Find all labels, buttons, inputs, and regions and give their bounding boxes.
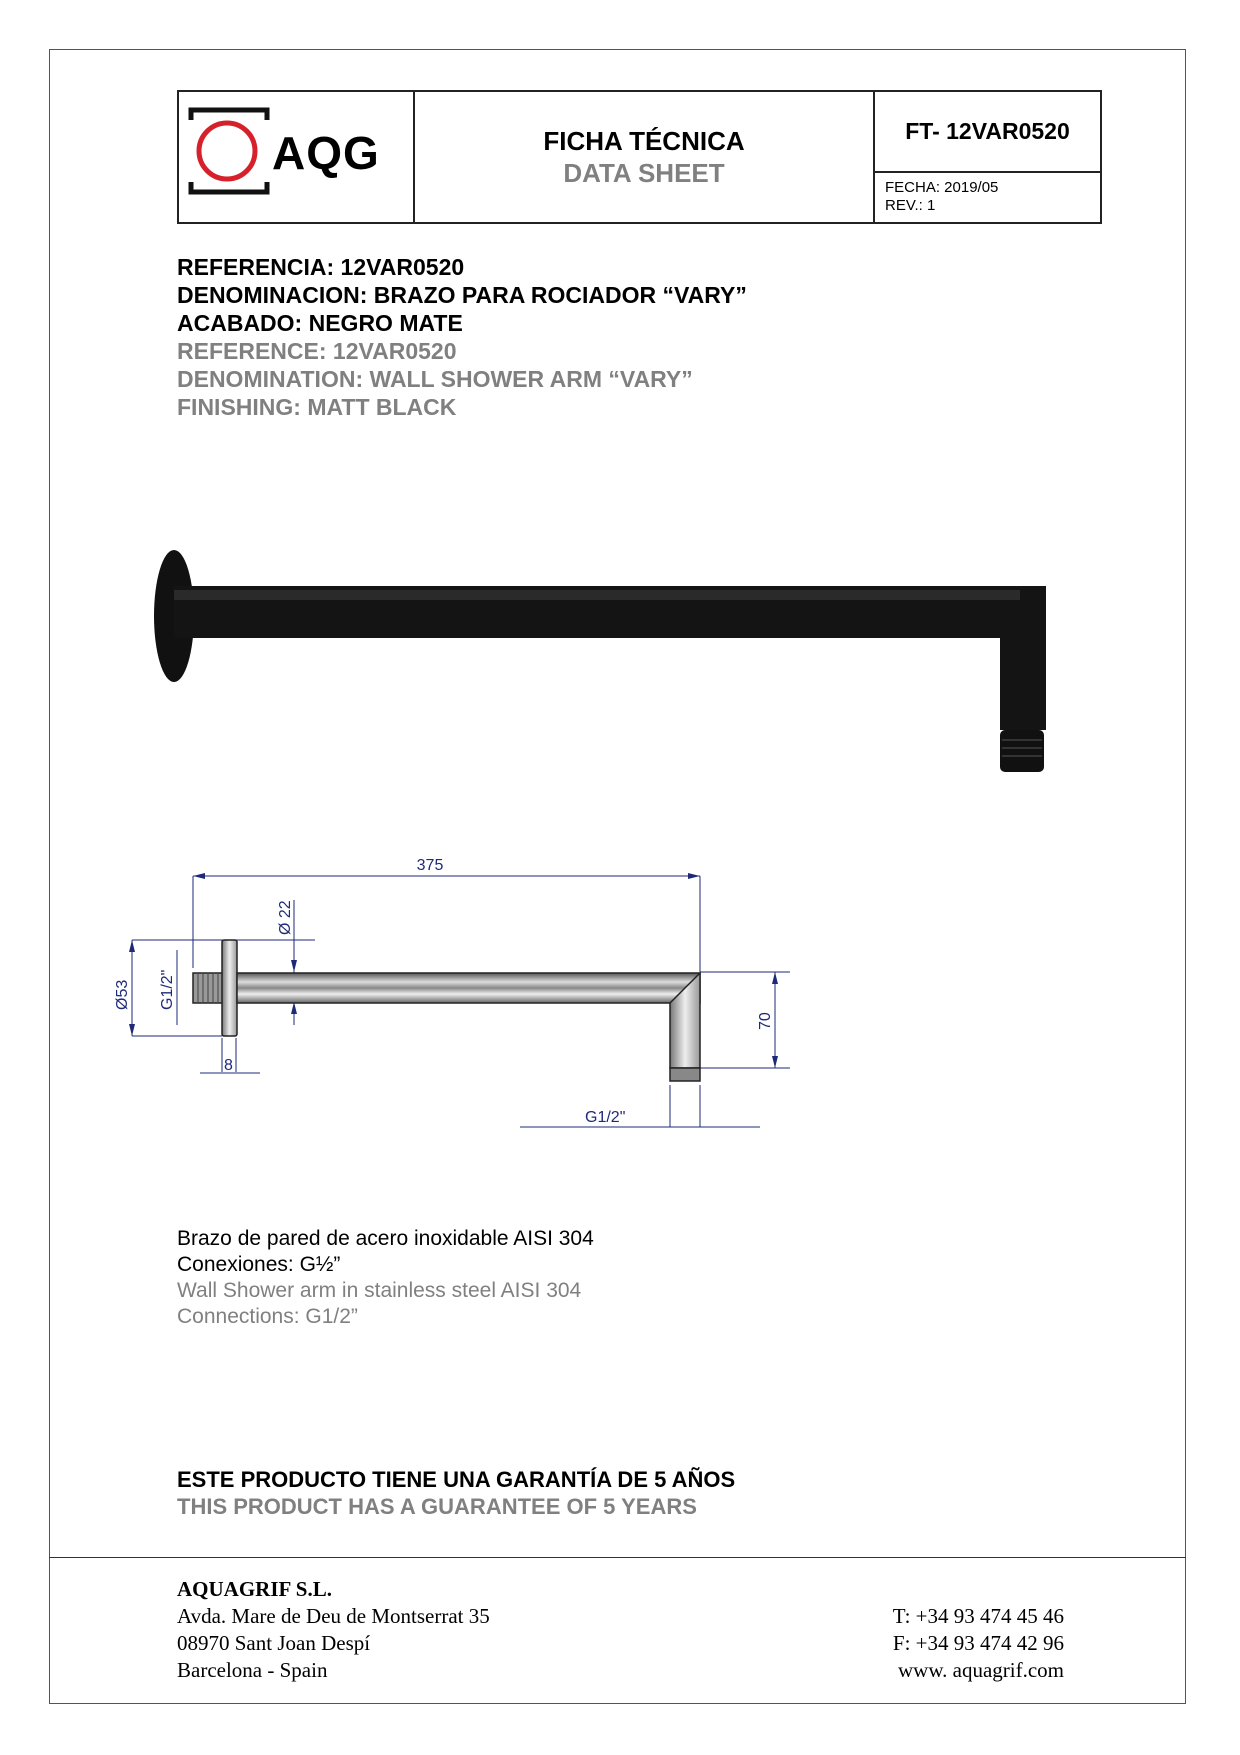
meta-cell [875, 92, 1100, 222]
footer-divider [49, 1557, 1186, 1558]
description-es-connections: Conexiones: G½” [177, 1253, 341, 1276]
reference-en: REFERENCE: 12VAR0520 [177, 338, 457, 364]
address-street: Avda. Mare de Deu de Montserrat 35 [177, 1604, 490, 1628]
dim-drop-height: 70 [757, 1012, 774, 1030]
description-en-connections: Connections: G1/2” [177, 1305, 358, 1328]
title-en: DATA SHEET [563, 158, 725, 188]
fax: F: +34 93 474 42 96 [892, 1631, 1064, 1655]
description-en-material: Wall Shower arm in stainless steel AISI 304 [177, 1279, 582, 1302]
product-photo [140, 530, 1060, 780]
doc-meta [875, 173, 1100, 222]
dim-wall-thread: G1/2" [159, 969, 176, 1010]
logo-text: AQG [272, 127, 380, 179]
dim-flange-diameter: Ø53 [114, 979, 131, 1010]
company-name: AQUAGRIF S.L. [177, 1577, 332, 1601]
title-es: FICHA TÉCNICA [543, 126, 745, 156]
guarantee-es: ESTE PRODUCTO TIENE UNA GARANTÍA DE 5 AÑOS [177, 1467, 736, 1492]
guarantee [177, 1466, 735, 1520]
denomination-es: DENOMINACION: BRAZO PARA ROCIADOR “VARY” [177, 282, 747, 308]
finishing-en: FINISHING: MATT BLACK [177, 394, 457, 420]
doc-revision: REV.: 1 [885, 197, 936, 214]
description-es-material: Brazo de pared de acero inoxidable AISI 304 [177, 1227, 594, 1250]
reference-es: REFERENCIA: 12VAR0520 [177, 254, 465, 280]
logo-cell [179, 92, 415, 222]
doc-code: FT- 12VAR0520 [875, 92, 1100, 173]
aqg-logo-icon [187, 106, 271, 196]
guarantee-en: THIS PRODUCT HAS A GUARANTEE OF 5 YEARS [177, 1494, 697, 1519]
dim-outlet-thread: G1/2" [585, 1109, 626, 1126]
denomination-en: DENOMINATION: WALL SHOWER ARM “VARY” [177, 366, 693, 392]
technical-drawing [100, 840, 800, 1140]
description [177, 1226, 594, 1330]
title-cell [415, 92, 875, 222]
doc-date: FECHA: 2019/05 [885, 179, 999, 196]
website-link[interactable]: www. aquagrif.com [897, 1658, 1064, 1682]
dim-length: 375 [416, 857, 444, 874]
header-table [177, 90, 1102, 224]
footer-contact [893, 1603, 1064, 1684]
dim-tube-diameter: Ø 22 [277, 900, 294, 935]
finishing-es: ACABADO: NEGRO MATE [177, 310, 463, 336]
phone: T: +34 93 474 45 46 [892, 1604, 1064, 1628]
dim-flange-thickness: 8 [224, 1057, 233, 1074]
footer-address [177, 1576, 490, 1684]
address-country: Barcelona - Spain [177, 1658, 328, 1682]
product-info [177, 253, 747, 421]
address-city: 08970 Sant Joan Despí [177, 1631, 371, 1655]
